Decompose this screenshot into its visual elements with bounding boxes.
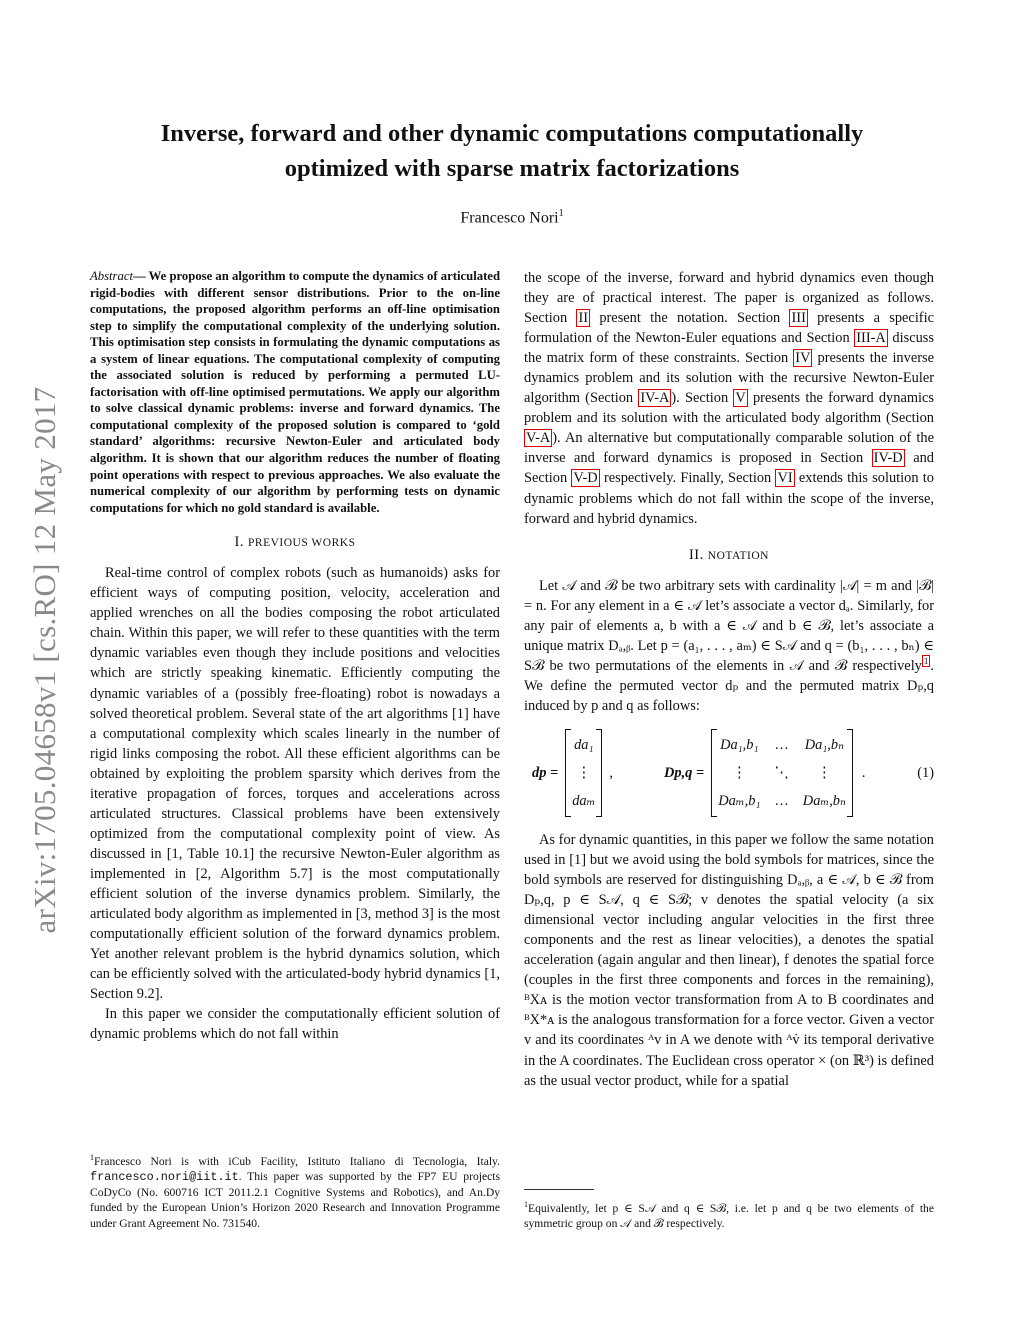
footnote-mark: 1 [90,1153,94,1162]
section-ref-link[interactable]: IV [795,350,811,367]
section-ref-link[interactable]: III [791,310,806,327]
section-ref-link[interactable]: II [578,310,589,327]
author-footnote-mark: 1 [558,208,564,219]
footnote-affiliation [90,1150,500,1231]
footnote-text: Francesco Nori is with iCub Facility, Istituto Italiano di Tecnologia, Italy. [94,1154,500,1168]
section-ref-link[interactable]: V-A [526,430,551,447]
paragraph: In this paper we consider the computationally efficient solution of dynamic problems which do not fall within [90,1006,500,1043]
author-name: Francesco Nori [460,209,559,227]
section-ref-link[interactable]: IV-A [640,390,670,407]
footnote-ref-link[interactable]: 1 [923,656,929,667]
arxiv-identifier: arXiv:1705.04658v1 [cs.RO] 12 May 2017 [27,386,62,934]
section-ref-link[interactable]: III-A [856,330,886,347]
right-column [524,268,934,1091]
title-line-2: optimized with sparse matrix factorizations [284,155,740,182]
paper-title [90,116,934,186]
equation-number: (1) [917,764,934,781]
footnote-text: . This paper was supported by the FP7 EU projects CoDyCo (No. 600716 ICT 2011.2.1 Cognitive Systems and Robotics), and An.Dy funded by the European Union’s Horizon 2020 Research and Innovation Programme under Grant Agreement No. 731540. [90,1170,500,1230]
section-heading-notation [524,545,934,566]
section-number: II. [688,546,704,563]
author [90,208,934,227]
section-ref-link[interactable]: V-D [573,470,598,487]
title-line-1: Inverse, forward and other dynamic computations computationally [160,120,864,147]
footnote-permutations [524,1197,934,1231]
equation-1 [524,726,934,820]
equation-lhs-vector: dp = da₁ ⋮ daₘ , [532,726,613,820]
left-column [90,268,500,1044]
equation-lhs-matrix: Dp,q = Da₁,b₁ … Da₁,bₙ ⋮ ⋱ ⋮ Daₘ,b₁ … Daₘ,bₙ . [664,726,865,820]
section-title: PREVIOUS WORKS [248,537,356,550]
section-number: I. [234,534,244,551]
abstract [90,268,500,516]
section-ref-link[interactable]: V [735,390,746,407]
abstract-label: Abstract [90,269,133,283]
author-email-link[interactable]: francesco.nori@iit.it [90,1170,239,1185]
matrix-Dpq: Da₁,b₁ … Da₁,bₙ ⋮ ⋱ ⋮ Daₘ,b₁ … Daₘ,bₙ [711,729,853,817]
paper-organization-paragraph: the scope of the inverse, forward and hybrid dynamics even though they are of practical interest. The paper is organized as follows. Section II present the notation. Section III presents a specific formulation of the Newton-Euler equations and Section III-A discuss the matrix form of these constraints. Section IV presents the inverse dynamics problem and its solution with the recursive Newton-Euler algorithm (Section IV-A ). Section V presents the forward dynamics problem and its solution with the articulated body algorithm (Section V-A ). An alternative but computationally comparable solution of the inverse and forward dynamics is proposed in Section IV-D and Section V-D respectively. Finally, Section VI extends this solution to dynamic problems which do not fall within the scope of the inverse, forward and hybrid dynamics. [524,270,935,527]
section-ref-link[interactable]: IV-D [873,450,903,467]
abstract-text: — We propose an algorithm to compute the dynamics of articulated rigid-bodies with different sensor distributions. Prior to the on-line computations, the proposed algorithm performs an off-line optimisation step to simplify the computational complexity of the underlying solution. This optimisation step consists in formulating the dynamic computations as a system of linear equations. The computational complexity of computing the associated solution is reduced by performing a permuted LU-factorisation with off-line optimised permutations. We apply our algorithm to solve classical dynamic problems: inverse and forward dynamics. The computational complexity of the proposed solution is compared to ‘gold standard’ algorithms: recursive Newton-Euler and articulated body algorithm. It is shown that our algorithm reduces the number of floating point operations with respect to previous approaches. We also evaluate the numerical complexity of our algorithm by performing tests on dynamic computations for which no gold standard is available. [90,269,500,515]
footnote-mark: 1 [524,1200,528,1209]
section-title: NOTATION [707,549,769,562]
paragraph: As for dynamic quantities, in this paper we follow the same notation used in [1] but we avoid using the bold symbols for matrices, since the bold symbols are reserved for distinguishing Dₐ,ᵦ, a ∈ 𝒜, b ∈ ℬ from Dₚ,q, p ∈ S𝒜, q ∈ Sℬ; v denotes the spatial velocity (a six dimensional vector including angular velocities in the first three components and the rest as linear velocities), a denotes the spatial acceleration (again angular and then linear), f denotes the spatial force (couples in the first three components and forces in the remaining), ᴮXᴀ is the motion vector transformation from A to B coordinates and ᴮX*ᴀ is the analogous transformation for a force vector. Given a vector v and its coordinates ᴬv in A we denote with ᴬv̇ its temporal derivative in the A coordinates. The Euclidean cross operator × (on ℝ³) is defined as the usual vector product, while for a spatial [524,831,934,1089]
paragraph: Let 𝒜 and ℬ be two arbitrary sets with cardinality |𝒜| = m and |ℬ| = n. For any element in a ∈ 𝒜 let’s associate a vector dₐ. Similarly, for any pair of elements a, b with a ∈ 𝒜 and b ∈ ℬ, let’s associate a unique matrix Dₐ,ᵦ. Let p = (a₁, . . . , aₘ) ∈ S𝒜 and q = (b₁, . . . , bₙ) ∈ Sℬ be two permutations of the elements in 𝒜 and ℬ respectively $^1$ . We define the permuted vector dₚ and the permuted matrix Dₚ,q induced by p and q as follows: [524,577,934,714]
paragraph: Real-time control of complex robots (such as humanoids) asks for efficient ways of computing position, velocity, acceleration and applied wrenches on all the bodies composing the robot articulated chain. Within this paper, we will refer to these quantities with the term dynamic variables even though they include positions and velocities which are strictly speaking kinematic. Efficiently computing the dynamic variables of a (possibly free-floating) robot is nowadays a solved theoretical problem. Several state of the art algorithms [1] have a computational complexity which scales linearly in the number of rigid links composing the robot. All these efficient algorithms can be obtained by exploiting the problem sparsity which derives from the iterative propagation of forces, torques and accelerations across articulated structures. Classical problems have been extensively optimized from the computational complexity point of view. As discussed in [1, Table 10.1] the recursive Newton-Euler algorithm as implemented in [2, Algorithm 5.7] is the most computationally efficient solution of the inverse dynamics problem. Similarly, the articulated body algorithm as implemented in [3, method 3] is the most computationally efficient solution of the forward dynamics problem. Yet another relevant problem is the hybrid dynamics solution, which can be efficiently solved with the articulated-body hybrid dynamics [1, Section 9.2]. [90,565,500,1003]
section-ref-link[interactable]: VI [777,470,793,487]
vector-dp: da₁ ⋮ daₘ [565,729,602,817]
section-heading-previous-works [90,532,500,553]
footnote-divider [524,1189,594,1190]
footnote-text: Equivalently, let p ∈ S𝒜 and q ∈ Sℬ, i.e. let p and q be two elements of the symmetric group on 𝒜 and ℬ respectively. [524,1201,934,1231]
